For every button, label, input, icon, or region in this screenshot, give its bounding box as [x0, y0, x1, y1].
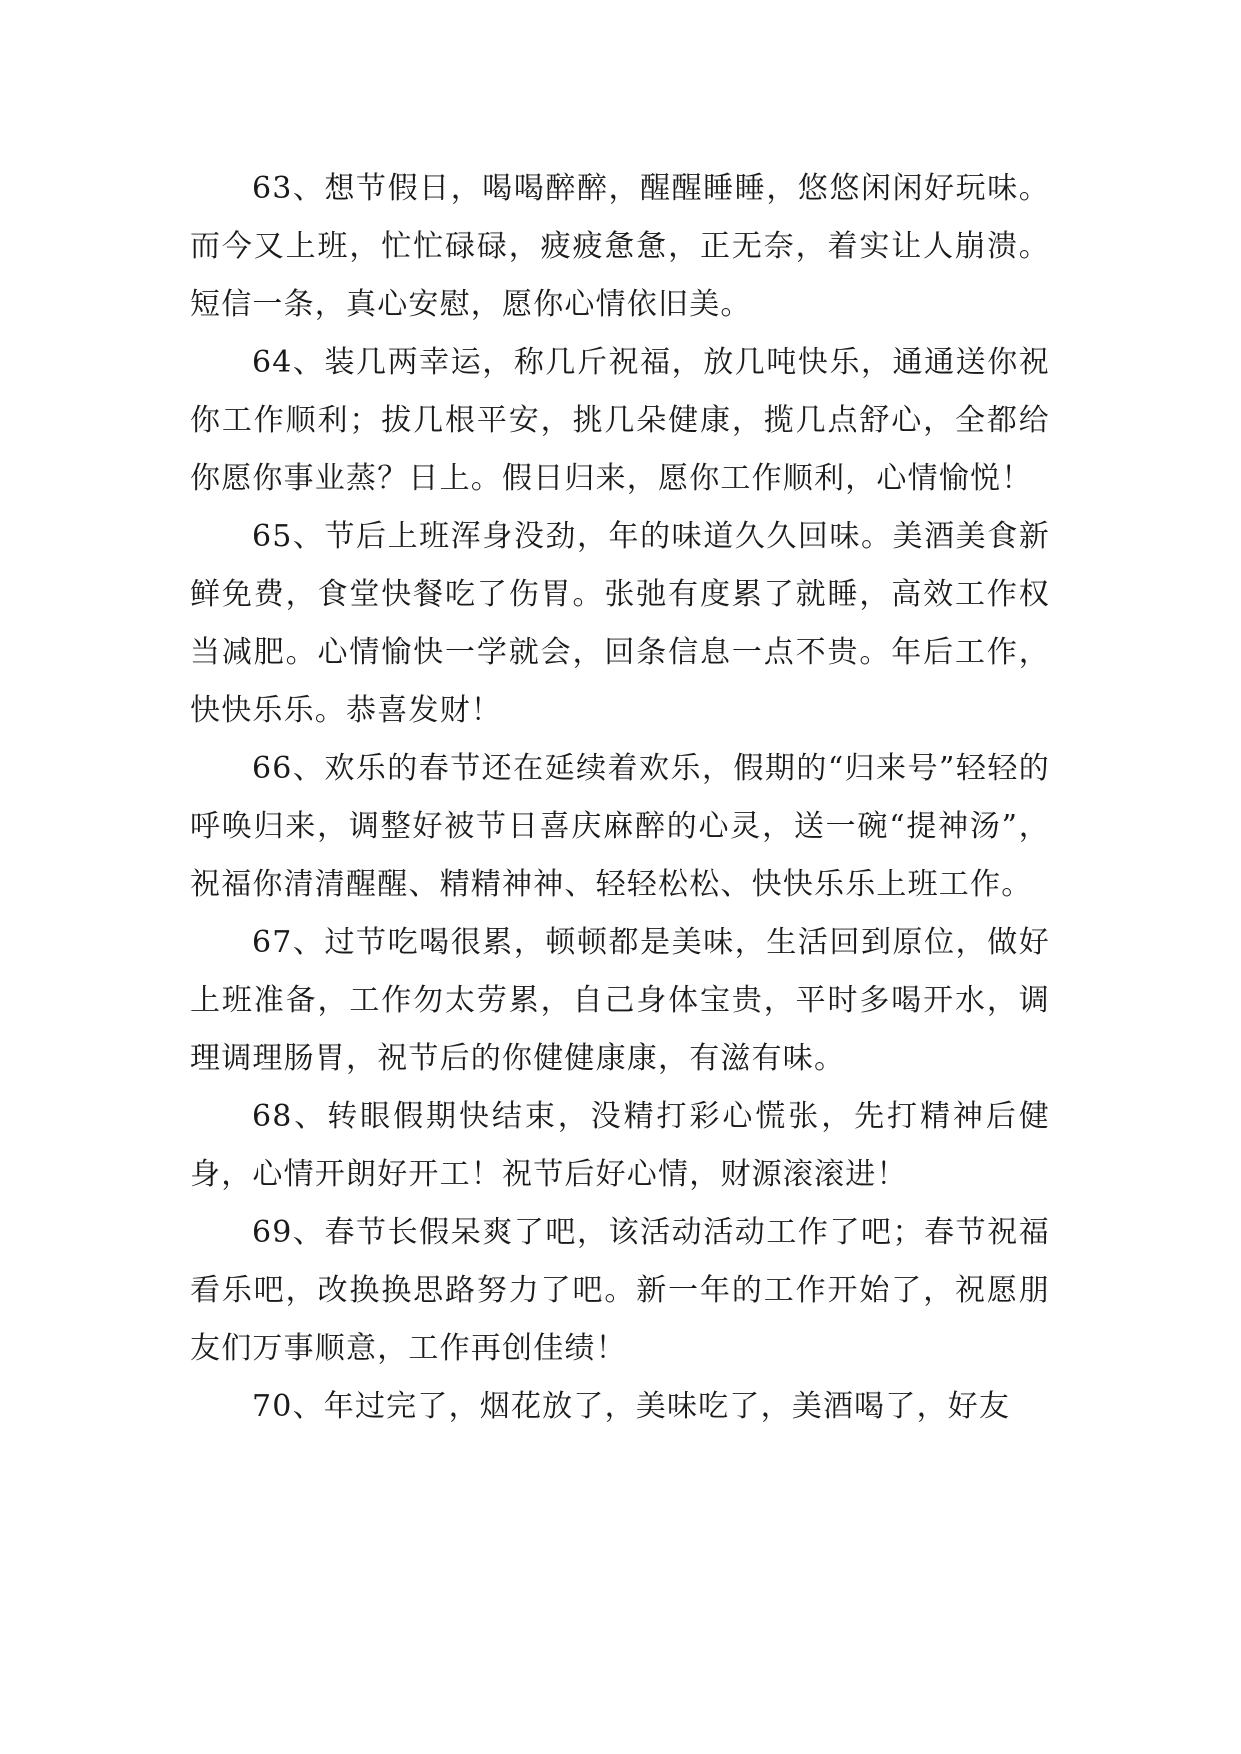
paragraph-66: 66、欢乐的春节还在延续着欢乐，假期的“归来号”轻轻的呼唤归来，调整好被节日喜庆麻醉的心灵，送一碗“提神汤”，祝福你清清醒醒、精精神神、轻轻松松、快快乐乐上班工作。 — [190, 751, 1050, 902]
paragraph-64: 64、装几两幸运，称几斤祝福，放几吨快乐，通通送你祝你工作顺利；拔几根平安，挑几朵健康，揽几点舒心，全都给你愿你事业蒸？日上。假日归来，愿你工作顺利，心情愉悦！ — [190, 345, 1050, 496]
paragraph-70: 70、年过完了，烟花放了，美味吃了，美酒喝了，好友 — [252, 1389, 1011, 1424]
paragraph-68: 68、转眼假期快结束，没精打彩心慌张，先打精神后健身，心情开朗好开工！祝节后好心情，财源滚滚进！ — [190, 1099, 1050, 1192]
paragraph-63: 63、想节假日，喝喝醉醉，醒醒睡睡，悠悠闲闲好玩味。而今又上班，忙忙碌碌，疲疲惫惫，正无奈，着实让人崩溃。短信一条，真心安慰，愿你心情依旧美。 — [190, 171, 1050, 322]
paragraph-69: 69、春节长假呆爽了吧，该活动活动工作了吧；春节祝福看乐吧，改换换思路努力了吧。新一年的工作开始了，祝愿朋友们万事顺意，工作再创佳绩！ — [190, 1215, 1050, 1366]
paragraph-65: 65、节后上班浑身没劲，年的味道久久回味。美酒美食新鲜免费，食堂快餐吃了伤胃。张弛有度累了就睡，高效工作权当减肥。心情愉快一学就会，回条信息一点不贵。年后工作，快快乐乐。恭喜发财！ — [190, 519, 1050, 728]
document-body — [190, 160, 1050, 1436]
paragraph-67: 67、过节吃喝很累，顿顿都是美味，生活回到原位，做好上班准备，工作勿太劳累，自己身体宝贵，平时多喝开水，调理调理肠胃，祝节后的你健健康康，有滋有味。 — [190, 925, 1050, 1076]
